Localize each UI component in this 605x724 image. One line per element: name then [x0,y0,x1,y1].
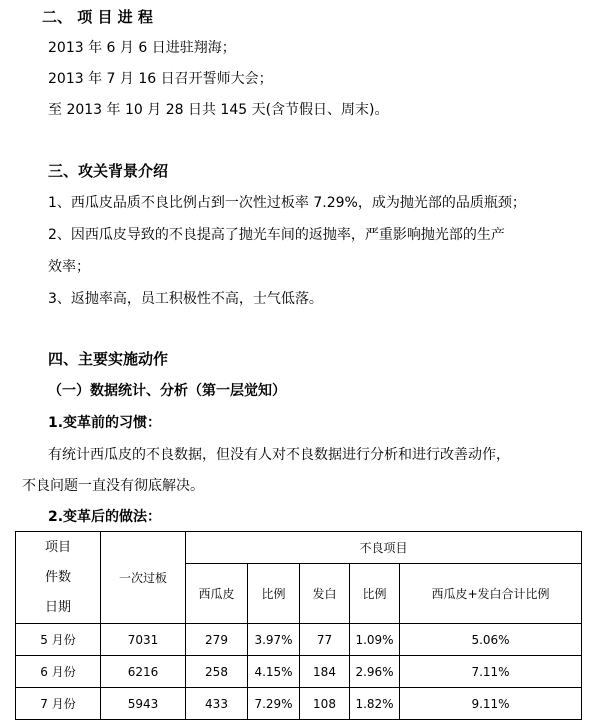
row-total-ratio: 7.11% [400,656,582,688]
row-first-pass: 6216 [101,656,186,688]
background-line-4: 3、返抛率高，员工积极性不高，士气低落。 [48,291,323,307]
section-background-heading: 三、攻关背景介绍 [48,162,169,180]
col-watermelon-header: 西瓜皮 [186,564,248,624]
col-total-ratio-header: 西瓜皮+发白合计比例 [400,564,582,624]
table-row [16,624,582,656]
row-total-ratio: 9.11% [400,688,582,720]
col-white-ratio-header: 比例 [350,564,400,624]
row-watermelon: 279 [186,624,248,656]
row-month: 7 月份 [16,688,101,720]
row-white-ratio: 1.82% [350,688,400,720]
before-title: 1.变革前的习惯： [48,415,162,431]
defect-table [15,531,582,720]
background-line-2: 2、因西瓜皮导致的不良提高了抛光车间的返抛率，严重影响抛光部的生产 [48,227,505,243]
row-month: 6 月份 [16,656,101,688]
background-line-3: 效率； [48,259,90,275]
col-watermelon-ratio-header: 比例 [248,564,300,624]
row-watermelon: 258 [186,656,248,688]
defect-group-header: 不良项目 [186,532,582,564]
row-first-pass: 5943 [101,688,186,720]
row-month: 5 月份 [16,624,101,656]
progress-line-2: 2013 年 7 月 16 日召开誓师大会； [48,71,273,87]
actions-subheading: （一）数据统计、分析（第一层觉知） [48,383,286,399]
background-line-1: 1、西瓜皮品质不良比例占到一次性过板率 7.29%，成为抛光部的品质瓶颈； [48,195,526,211]
row-white: 108 [300,688,350,720]
col-white-header: 发白 [300,564,350,624]
row-watermelon-ratio: 3.97% [248,624,300,656]
row-total-ratio: 5.06% [400,624,582,656]
after-title: 2.变革后的做法： [48,509,162,525]
section-actions-heading: 四、主要实施动作 [48,350,169,368]
row-watermelon-ratio: 4.15% [248,656,300,688]
table-row [16,688,582,720]
row-white-ratio: 2.96% [350,656,400,688]
row-watermelon-ratio: 7.29% [248,688,300,720]
section-progress-heading: 二、 项 目 进 程 [42,8,153,26]
row-first-pass: 7031 [101,624,186,656]
first-pass-header: 一次过板 [101,532,186,624]
row-watermelon: 433 [186,688,248,720]
before-line-1: 有统计西瓜皮的不良数据，但没有人对不良数据进行分析和进行改善动作， [48,447,510,463]
row-white: 77 [300,624,350,656]
progress-line-3: 至 2013 年 10 月 28 日共 145 天(含节假日、周末)。 [48,102,389,118]
row-white-ratio: 1.09% [350,624,400,656]
table-corner-header: 项目 件数 日期 [16,532,101,624]
progress-line-1: 2013 年 6 月 6 日进驻翔海； [48,40,236,56]
table-row [16,656,582,688]
before-line-2: 不良问题一直没有彻底解决。 [22,478,204,494]
row-white: 184 [300,656,350,688]
